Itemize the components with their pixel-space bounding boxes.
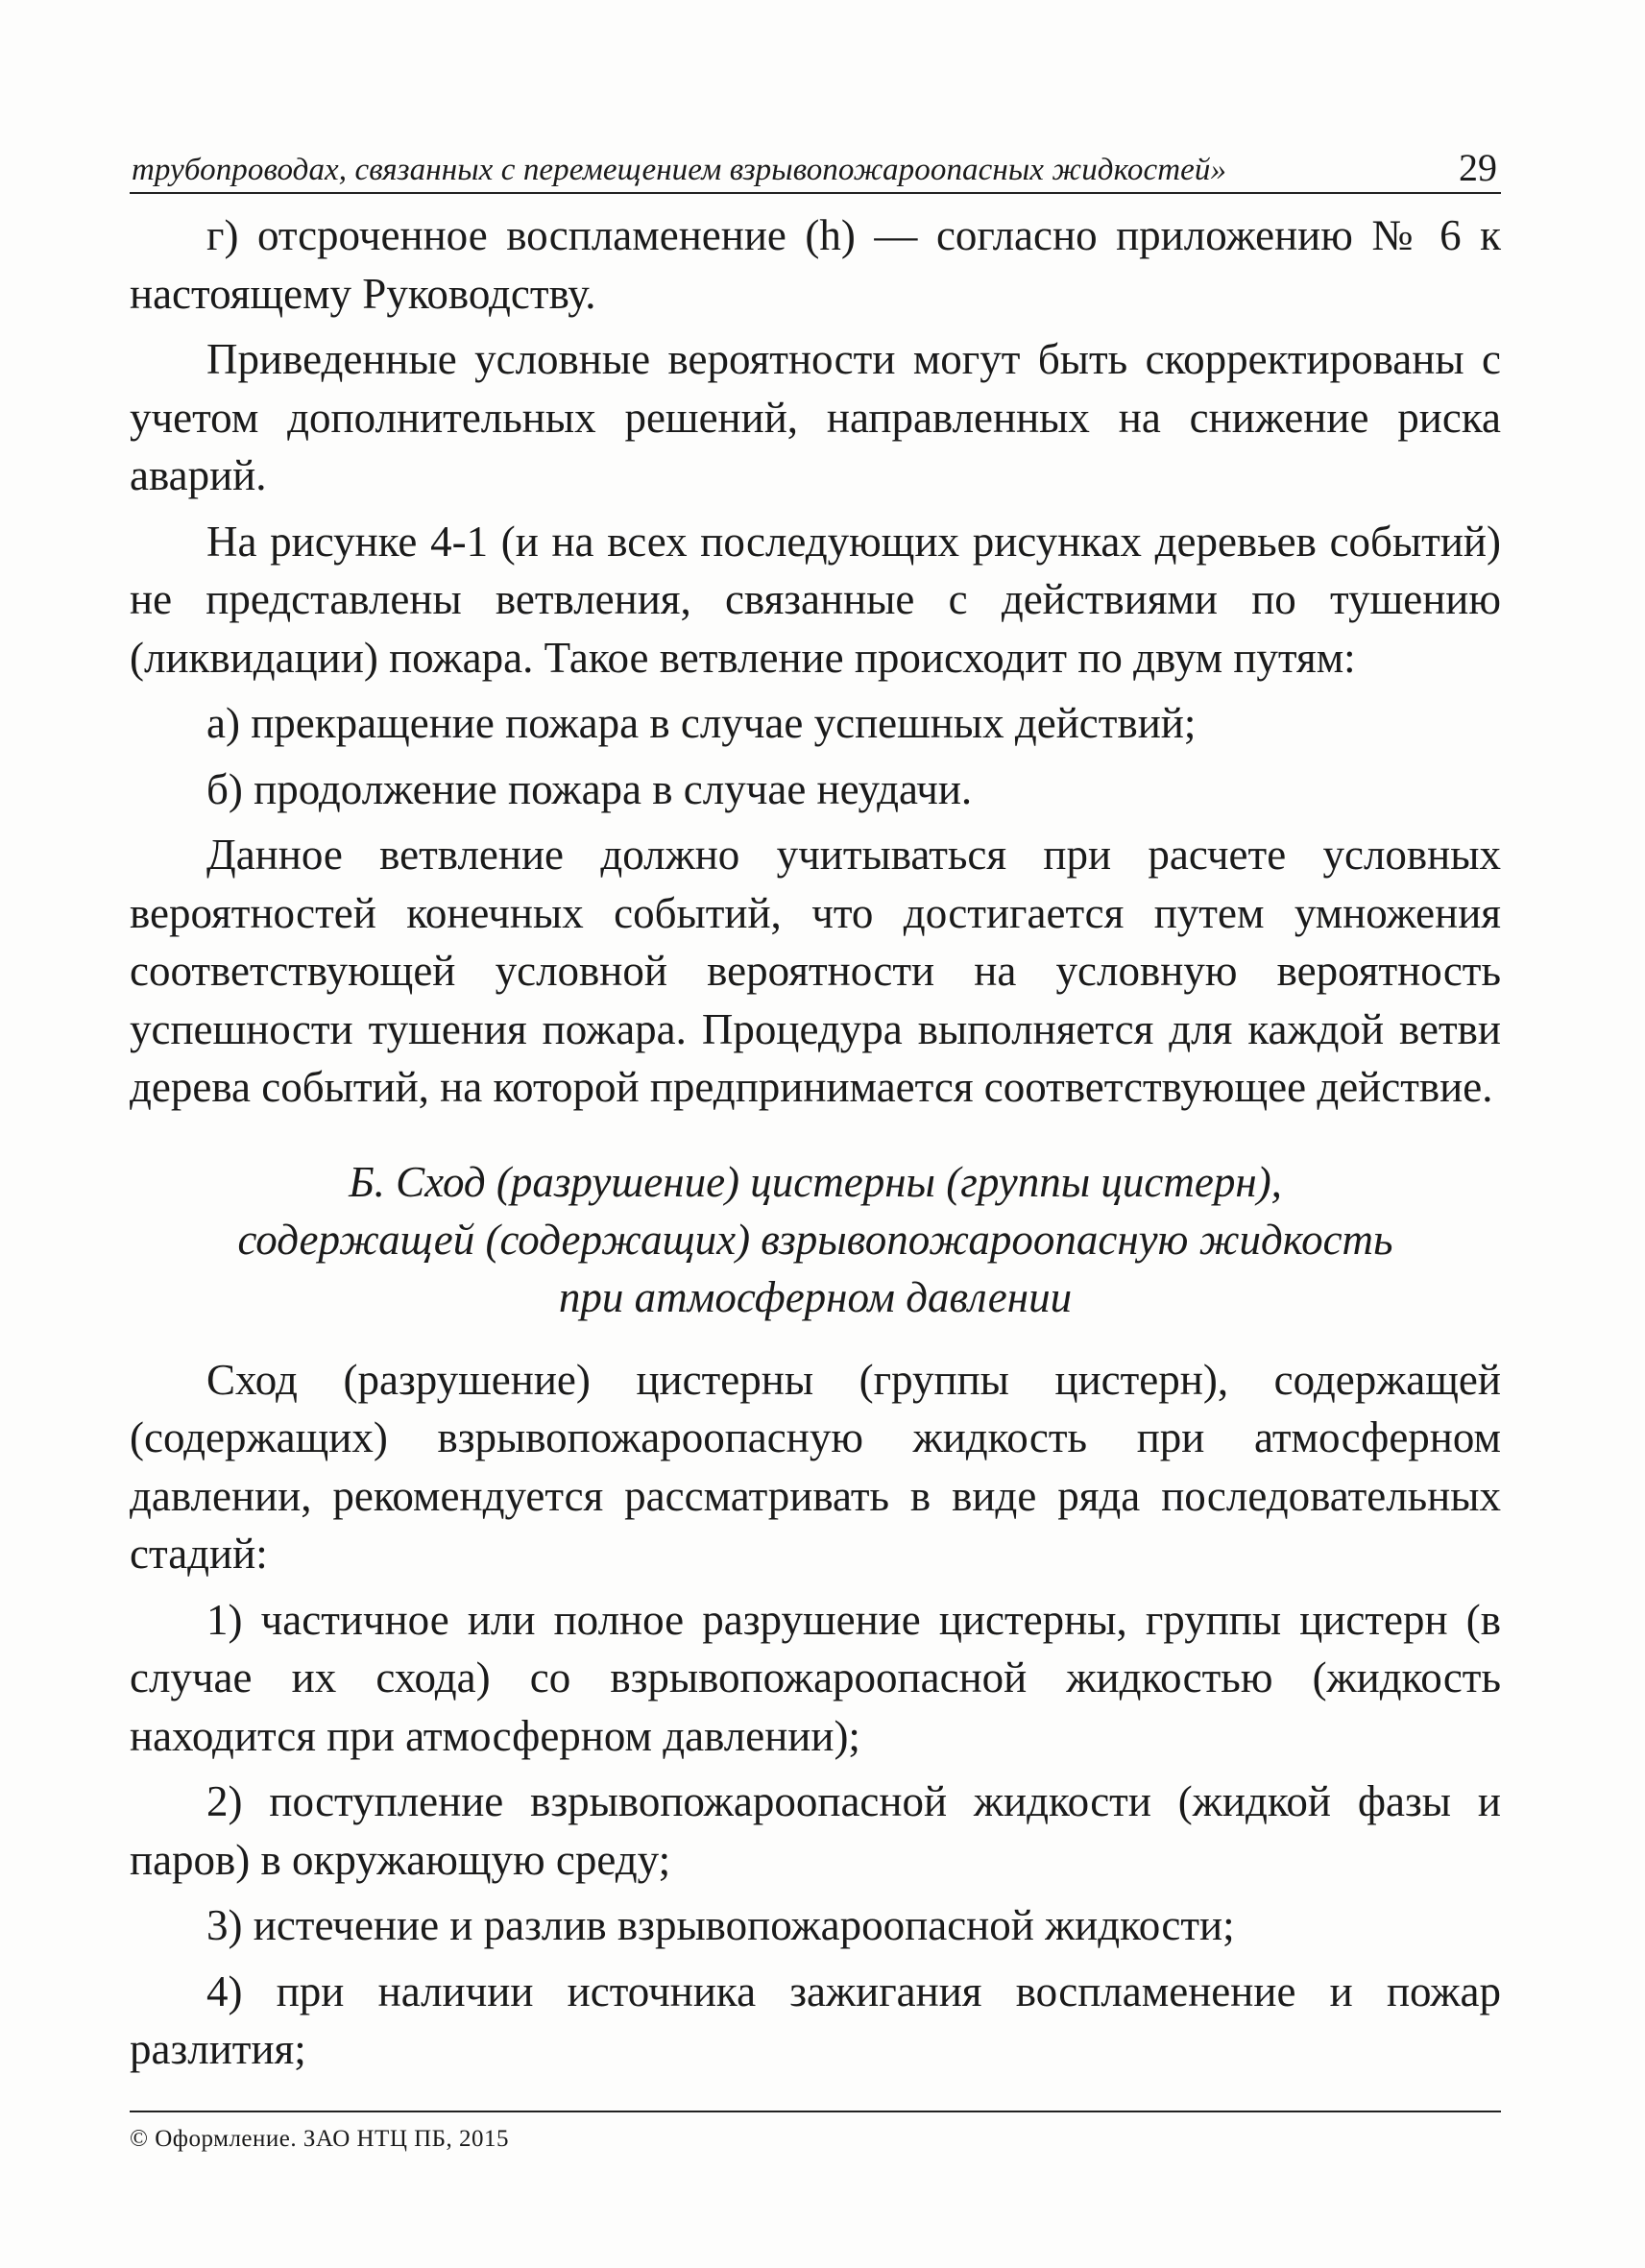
copyright-notice: © Оформление. ЗАО НТЦ ПБ, 2015 — [130, 2126, 510, 2152]
section-heading-line: при атмосферном давлении — [558, 1272, 1073, 1321]
body-text — [130, 206, 1501, 2087]
section-heading-line: содержащей (содержащих) взрывопожароопасную жидкость — [237, 1215, 1393, 1264]
paragraph: Приведенные условные вероятности могут быть скорректированы с учетом дополнительных решений, направленных на снижение риска аварий. — [130, 335, 1501, 499]
paragraph: На рисунке 4-1 (и на всех последующих рисунках деревьев событий) не представлены ветвления, связанные с действиями по тушению (ликвидации) пожара. Такое ветвление происходит по двум путям: — [130, 517, 1501, 682]
list-item: а) прекращение пожара в случае успешных действий; — [206, 699, 1197, 747]
list-item: 3) истечение и разлив взрывопожароопасной жидкости; — [206, 1901, 1235, 1949]
page-footer — [130, 2111, 1501, 2153]
section-heading — [130, 1153, 1501, 1326]
list-item: 4) при наличии источника зажигания воспламенение и пожар разлития; — [130, 1966, 1501, 2073]
section-heading-line: Б. Сход (разрушение) цистерны (группы цистерн), — [349, 1157, 1282, 1206]
paragraph: Данное ветвление должно учитываться при расчете условных вероятностей конечных событий, что достигается путем умножения соответствующей условной вероятности на условную вероятность успешности тушения пожара. Процедура выполняется для каждой ветви дерева событий, на которой предпринимается соответствующее действие. — [130, 831, 1501, 1111]
running-title: трубопроводах, связанных с перемещением взрывопожароопасных жидкостей» — [132, 153, 1227, 187]
running-header — [130, 144, 1501, 194]
page-number: 29 — [1459, 146, 1497, 189]
paragraph: Сход (разрушение) цистерны (группы цистерн), содержащей (содержащих) взрывопожароопасную жидкость при атмосферном давлении, рекомендуется рассматривать в виде ряда последовательных стадий: — [130, 1355, 1501, 1578]
paragraph: г) отсроченное воспламенение (h) — согласно приложению № 6 к настоящему Руководству. — [130, 211, 1501, 318]
list-item: б) продолжение пожара в случае неудачи. — [206, 764, 973, 813]
list-item: 1) частичное или полное разрушение цистерны, группы цистерн (в случае их схода) со взрывопожароопасной жидкостью (жидкость находится при атмосферном давлении); — [130, 1595, 1501, 1760]
list-item: 2) поступление взрывопожароопасной жидкости (жидкой фазы и паров) в окружающую среду; — [130, 1777, 1501, 1884]
